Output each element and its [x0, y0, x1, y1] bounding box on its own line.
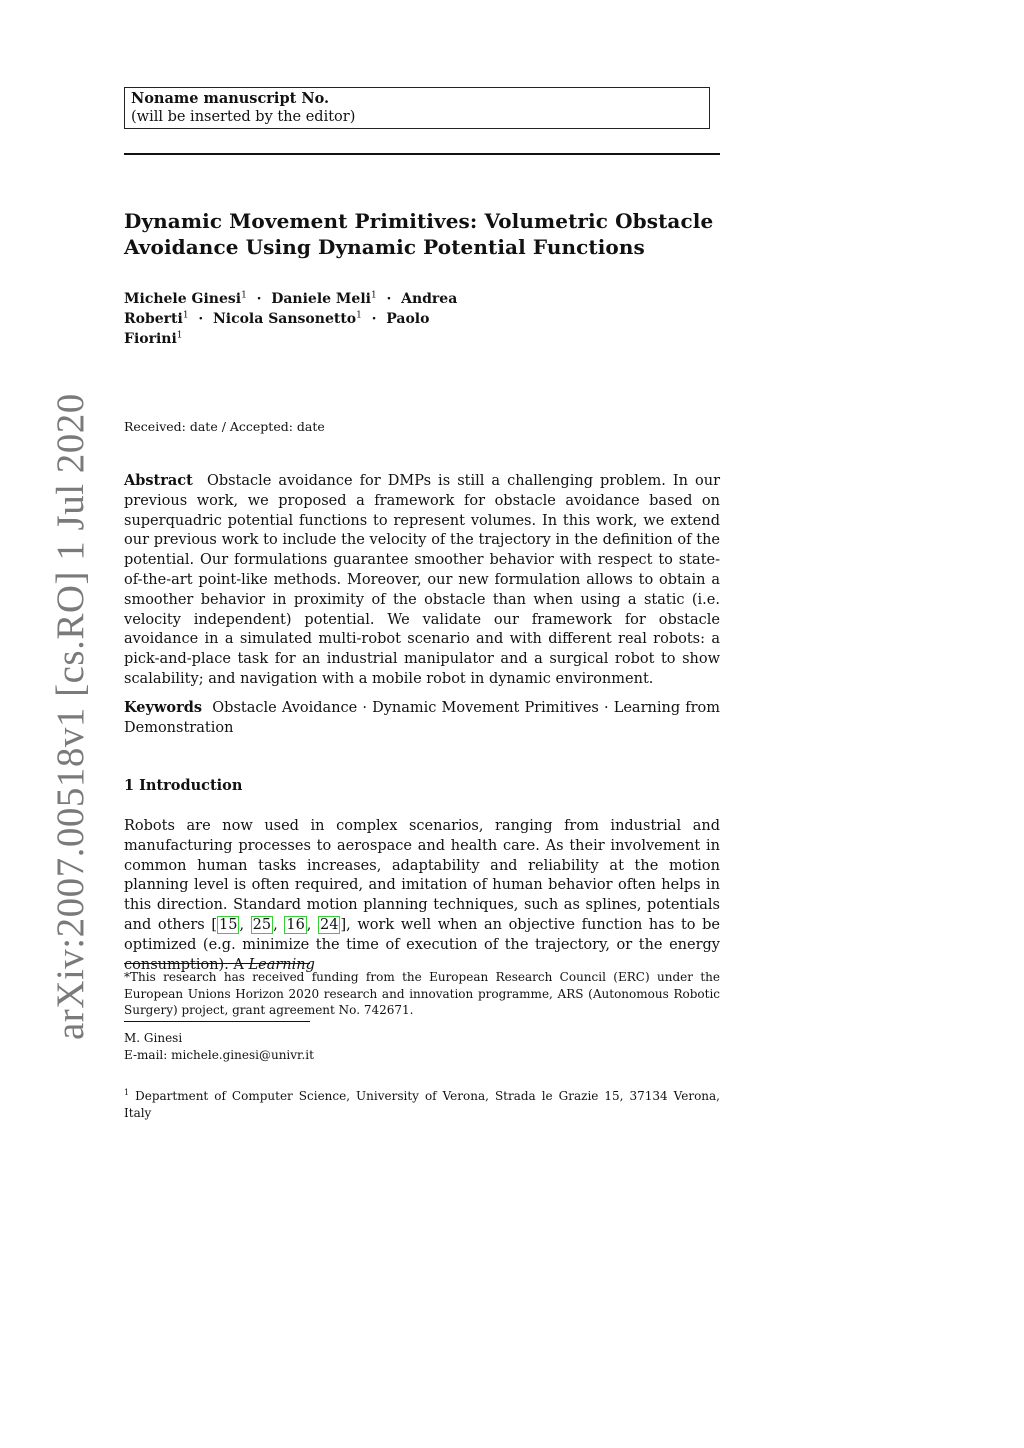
- affil-number: 1: [124, 1088, 130, 1097]
- paper-title: Dynamic Movement Primitives: Volumetric Obstacle Avoidance Using Dynamic Potential Functions: [124, 209, 714, 259]
- citation-link[interactable]: 16: [286, 916, 305, 933]
- section-heading: 1 Introduction: [124, 777, 243, 794]
- intro-paragraph: Robots are now used in complex scenarios, ranging from industrial and manufacturing processes to aerospace and health care. As their involvement in common human tasks increases, adaptability and reliability at the motion planning level is often required, and imitation of human behavior often helps in this direction. Standard motion planning techniques, such as splines, potentials and others [ 15 , 25 , 16 , 24 ], work well when an objective function has to be optimized (e.g. minimize the time of execution of the trajectory, or the energy consumption). A Learning: [124, 818, 720, 973]
- author-name: Andrea Roberti: [124, 291, 458, 327]
- author-affil: 1: [176, 330, 183, 341]
- header-rule: [124, 153, 720, 155]
- author-name: Daniele Meli: [271, 291, 371, 307]
- citation-link[interactable]: 24: [320, 916, 339, 933]
- affil-text: Department of Computer Science, University of Verona, Strada le Grazie 15, 37134 Verona, Italy: [124, 1089, 720, 1120]
- intro-italic: Learning: [248, 956, 315, 973]
- author-affil: 1: [370, 290, 377, 301]
- contact-block: [124, 1030, 314, 1063]
- manuscript-number: Noname manuscript No.: [131, 90, 330, 107]
- author-name: Paolo Fiorini: [124, 311, 430, 347]
- intro-text: Robots are now used in complex scenarios, ranging from industrial and manufacturing processes to aerospace and health care. As their involvement in common human tasks increases, adaptability and reliability at the motion planning level is often required, and imitation of human behavior often helps in this direction. Standard motion planning techniques, such as splines, potentials and others: [124, 818, 720, 933]
- keywords-text: Obstacle Avoidance · Dynamic Movement Primitives · Learning from Demonstration: [124, 700, 720, 736]
- author-name: Nicola Sansonetto: [212, 311, 357, 327]
- editor-note: (will be inserted by the editor): [131, 109, 356, 125]
- author-affil: 1: [241, 290, 247, 301]
- arxiv-stamp: arXiv:2007.00518v1 [cs.RO] 1 Jul 2020: [49, 393, 92, 1040]
- author-list: Michele Ginesi$^1$ · Daniele Meli$^1$ · Andrea Roberti$^1$ · Nicola Sansonetto$^1$ · Paolo Fiorini$^1$: [124, 290, 458, 347]
- keywords-label: Keywords: [124, 699, 203, 716]
- footnote-rule: [124, 1021, 310, 1022]
- intro-text-cont: , work well when an objective function has to be optimized (e.g. minimize the time of execution of the trajectory, or the energy consumption). A: [124, 916, 720, 973]
- received-date: Received: date / Accepted: date: [124, 419, 325, 434]
- funding-footnote: *This research has received funding from the European Research Council (ERC) under the European Unions Horizon 2020 research and innovation programme, ARS (Autonomous Robotic Surgery) project, grant agreement No. 742671.: [124, 970, 720, 1017]
- author-affil: 1: [356, 310, 362, 321]
- contact-name: M. Ginesi: [124, 1031, 183, 1045]
- abstract-label: Abstract: [124, 472, 193, 489]
- affiliation: [124, 1085, 720, 1121]
- abstract-text: Obstacle avoidance for DMPs is still a challenging problem. In our previous work, we proposed a framework for obstacle avoidance based on superquadric potential functions to represent volumes. In this work, we extend our previous work to include the velocity of the trajectory in the definition of the potential. Our formulations guarantee smoother behavior with respect to state-of-the-art point-like methods. Moreover, our new formulation allows to obtain a smoother behavior in proximity of the obstacle than when using a static (i.e. velocity independent) potential. We validate our framework for obstacle avoidance in a simulated multi-robot scenario and with different real robots: a pick-and-place task for an industrial manipulator and a surgical robot to show scalability; and navigation with a mobile robot in dynamic environment.: [124, 473, 721, 687]
- abstract: [124, 471, 720, 690]
- author-affil: 1: [182, 310, 189, 321]
- contact-email: E-mail: michele.ginesi@univr.it: [124, 1047, 314, 1062]
- editor-box: [124, 87, 710, 129]
- citation-link[interactable]: 15: [219, 916, 238, 933]
- author-name: Michele Ginesi: [124, 291, 242, 307]
- footnote-rule: [124, 963, 310, 964]
- keywords: [124, 698, 720, 739]
- citation-link[interactable]: 25: [252, 916, 272, 933]
